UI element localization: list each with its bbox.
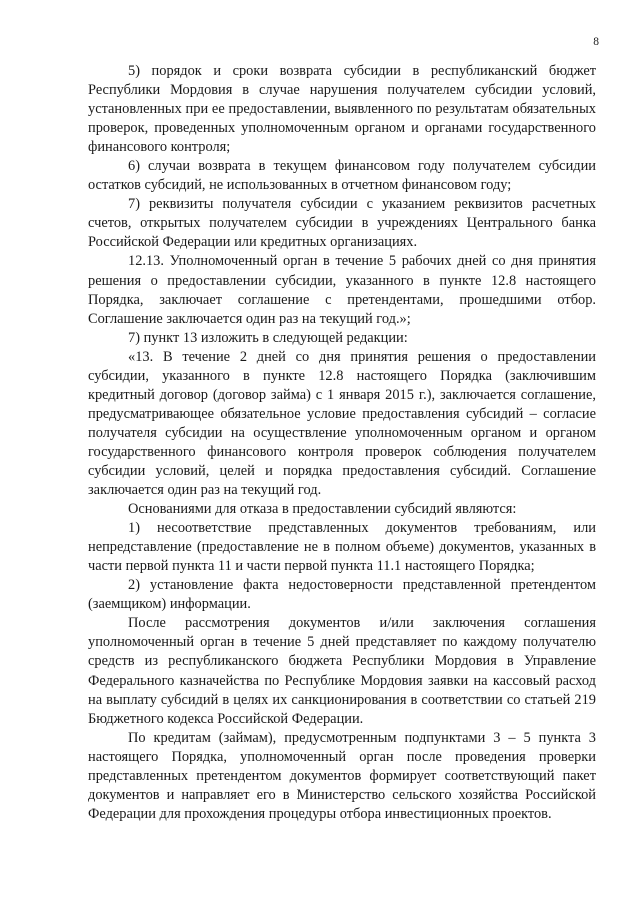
paragraph-refusal-2: 2) установление факта недостоверности представленной претендентом (заемщиком) информации. [88, 577, 596, 613]
paragraph-item-5: 5) порядок и сроки возврата субсидии в республиканский бюджет Республики Мордовия в случае нарушения получателем субсидии условий, установленных при ее предоставлении, выявленного по результатам обязательных проверок, проведенных уполномоченным органом и органами государственного финансового контроля; [88, 63, 596, 156]
page-number: 8 [593, 36, 599, 48]
paragraph-item-6: 6) случаи возврата в текущем финансовом году получателем субсидии остатков субсидий, не использованных в отчетном финансовом году; [88, 158, 596, 194]
paragraph-refusal-grounds: Основаниями для отказа в предоставлении субсидий являются: [128, 501, 517, 518]
paragraph-refusal-1: 1) несоответствие представленных документов требованиям, или непредставление (предоставление не в полном объеме) документов, указанных в части первой пункта 11 и части первой пункта 11.1 настоящего Порядка; [88, 520, 596, 575]
paragraph-credits: По кредитам (займам), предусмотренным подпунктами 3 – 5 пункта 3 настоящего Порядка, уполномоченный орган после проведения проверки представленных претендентом документов формирует соответствующий пакет документов и направляет его в Министерство сельского хозяйства Российской Федерации для прохождения процедуры отбора инвестиционных проектов. [88, 729, 596, 822]
paragraph-item-7-requisites: 7) реквизиты получателя субсидии с указанием реквизитов расчетных счетов, открытых получателем субсидии в учреждениях Центрального банка Российской Федерации или кредитных организациях. [88, 196, 596, 251]
document-body [88, 62, 596, 824]
paragraph-after-review: После рассмотрения документов и/или заключения соглашения уполномоченный орган в течение 5 дней представляет по каждому получателю средств из республиканского бюджета Республики Мордовия в Управление Федерального казначейства по Республике Мордовия заявки на кассовый расход на выплату субсидий в целях их санкционирования в соответствии со статьей 219 Бюджетного кодекса Российской Федерации. [88, 615, 596, 727]
paragraph-amendment-7: 7) пункт 13 изложить в следующей редакции: [128, 329, 408, 346]
paragraph-clause-12-13: 12.13. Уполномоченный орган в течение 5 рабочих дней со дня принятия решения о предоставлении субсидии, указанного в пункте 12.8 настоящего Порядка, заключает соглашение с претендентами, прошедшими отбор. Соглашение заключается один раз на текущий год.»; [88, 253, 596, 327]
paragraph-clause-13: «13. В течение 2 дней со дня принятия решения о предоставлении субсидии, указанного в пункте 12.8 настоящего Порядка (заключившим кредитный договор (договор займа) с 1 января 2015 г.), заключается соглашение, предусматривающее обязательное условие предоставления субсидий – согласие получателя субсидии на осуществление уполномоченным органом и органом государственного финансового контроля проверок соблюдения получателем субсидии условий, целей и порядка предоставления субсидий. Соглашение заключается один раз на текущий год. [88, 348, 596, 499]
